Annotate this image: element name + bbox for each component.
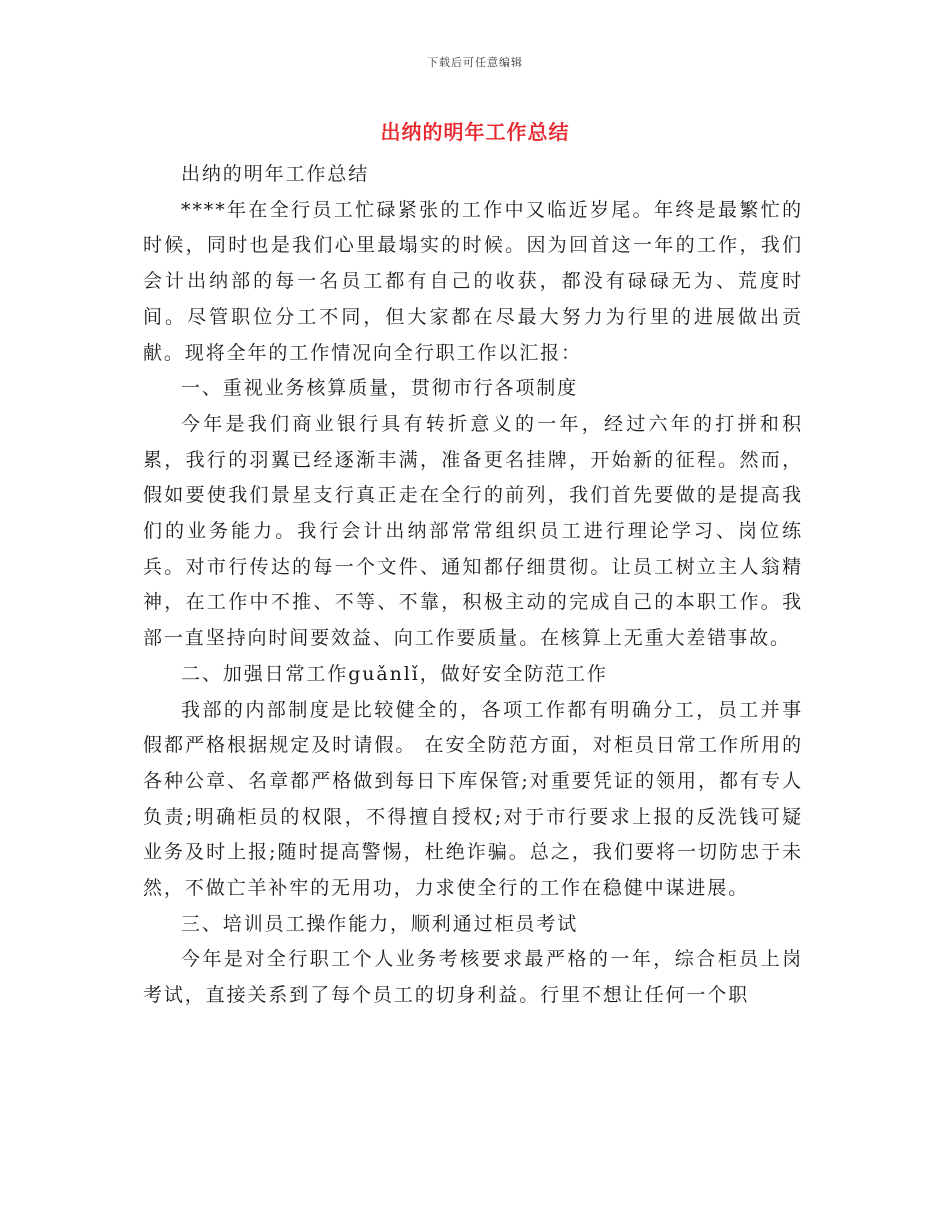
paragraph-section-1: 今年是我们商业银行具有转折意义的一年，经过六年的打拼和积累，我行的羽翼已经逐渐丰满，准备更名挂牌，开始新的征程。然而，假如要使我们景星支行真正走在全行的前列，我们首先要做的是提高我们的业务能力。我行会计出纳部常常组织员工进行理论学习、岗位练兵。对市行传达的每一个文件、通知都仔细贯彻。让员工树立主人翁精神，在工作中不推、不等、不靠，积极主动的完成自己的本职工作。我部一直坚持向时间要效益、向工作要质量。在核算上无重大差错事故。: [143, 412, 803, 650]
paragraph-section-3: 今年是对全行职工个人业务考核要求最严格的一年，综合柜员上岗考试，直接关系到了每个员工的切身利益。行里不想让任何一个职: [143, 948, 803, 1007]
document-title: 出纳的明年工作总结: [380, 120, 570, 144]
section-heading-3: 三、培训员工操作能力，顺利通过柜员考试: [181, 912, 579, 935]
section-heading-2: 二、加强日常工作guǎnlǐ，做好安全防范工作: [181, 662, 608, 685]
paragraph-intro: ****年在全行员工忙碌紧张的工作中又临近岁尾。年终是最繁忙的时候，同时也是我们心里最塌实的时候。因为回首这一年的工作，我们会计出纳部的每一名员工都有自己的收获，都没有碌碌无为、荒度时间。尽管职位分工不同，但大家都在尽最大努力为行里的进展做出贡献。现将全年的工作情况向全行职工作以汇报：: [143, 198, 803, 364]
document-body: [143, 157, 803, 1014]
paragraph-section-2: 我部的内部制度是比较健全的，各项工作都有明确分工，员工并事假都严格根据规定及时请假。 在安全防范方面，对柜员日常工作所用的各种公章、名章都严格做到每日下库保管;对重要凭证的领用，都有专人负责;明确柜员的权限，不得擅自授权;对于市行要求上报的反洗钱可疑业务及时上报;随时提高警惕，杜绝诈骗。总之，我们要将一切防忠于未然，不做亡羊补牢的无用功，力求使全行的工作在稳健中谋进展。: [143, 698, 803, 900]
paragraph-subtitle: 出纳的明年工作总结: [181, 163, 370, 185]
section-heading-1: 一、重视业务核算质量，贯彻市行各项制度: [181, 377, 579, 400]
header-note: 下载后可任意编辑: [427, 56, 523, 69]
